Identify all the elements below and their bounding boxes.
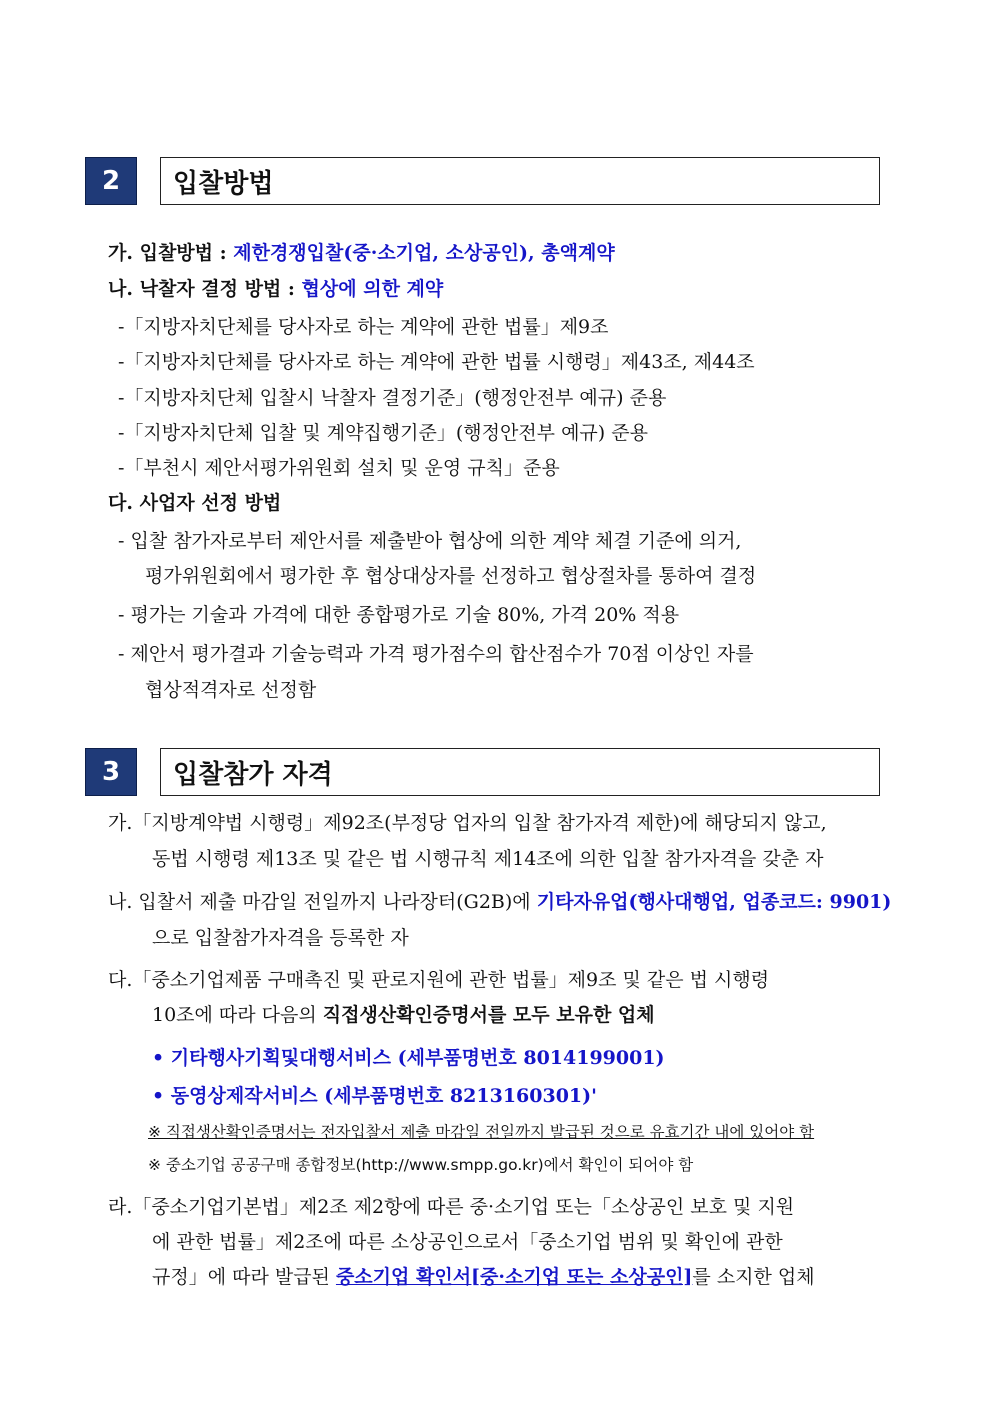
selection-item-1-line2: 평가위원회에서 평가한 후 협상대상자를 선정하고 협상절차를 통하여 결정	[145, 565, 757, 587]
qualification-ga-line2: 동법 시행령 제13조 및 같은 법 시행규칙 제14조에 의한 입찰 참가자격을 갖춘 자	[152, 848, 824, 870]
qualification-ra-line3	[152, 1268, 815, 1287]
qualification-da-line2	[152, 1006, 655, 1025]
legal-basis-item: -「지방자치단체 입찰시 낙찰자 결정기준」(행정안전부 예규) 준용	[118, 387, 667, 409]
selection-item-2: - 평가는 기술과 가격에 대한 종합평가로 기술 80%, 가격 20% 적용	[118, 604, 680, 626]
certificate-bullet: • 기타행사기획및대행서비스 (세부품명번호 8014199001)	[152, 1047, 665, 1069]
certificate-bullet: • 동영상제작서비스 (세부품명번호 8213160301)'	[152, 1085, 597, 1107]
qualification-da-text: 10조에 따라 다음의	[152, 1004, 323, 1026]
selection-item-1-line1: - 입찰 참가자로부터 제안서를 제출받아 협상에 의한 계약 체결 기준에 의거,	[118, 530, 742, 552]
legal-basis-item: -「지방자치단체를 당사자로 하는 계약에 관한 법률」제9조	[118, 316, 609, 338]
sme-certificate-highlight: 중소기업 확인서[중·소기업 또는 소상공인]	[335, 1266, 693, 1288]
legal-basis-item: -「지방자치단체를 당사자로 하는 계약에 관한 법률 시행령」제43조, 제44조	[118, 351, 755, 373]
selection-item-3-line1: - 제안서 평가결과 기술능력과 가격 평가점수의 합산점수가 70점 이상인 자를	[118, 643, 754, 665]
note-verification-site: ※ 중소기업 공공구매 종합정보(http://www.smpp.go.kr)에서 확인이 되어야 함	[148, 1156, 694, 1174]
qualification-na-line2: 으로 입찰참가자격을 등록한 자	[152, 927, 409, 949]
qualification-ra-text: 규정」에 따라 발급된	[152, 1266, 336, 1288]
qualification-na-line1	[108, 893, 891, 912]
section-title: 입찰방법	[160, 157, 880, 205]
legal-basis-item: -「부천시 제안서평가위원회 설치 및 운영 규칙」준용	[118, 457, 560, 479]
bid-method-value: 제한경쟁입찰(중·소기업, 소상공인), 총액계약	[233, 242, 615, 264]
section-number: 2	[85, 157, 137, 205]
award-method-value: 협상에 의한 계약	[301, 278, 444, 300]
selection-item-3-line2: 협상적격자로 선정함	[145, 679, 317, 701]
qualification-ra-suffix: 를 소지한 업체	[692, 1266, 815, 1288]
selection-method-heading: 다. 사업자 선정 방법	[108, 492, 282, 514]
award-method-label: 나. 낙찰자 결정 방법 :	[108, 278, 302, 300]
bid-method-line	[108, 244, 615, 263]
qualification-ra-line2: 에 관한 법률」제2조에 따른 소상공인으로서「중소기업 범위 및 확인에 관한	[152, 1231, 783, 1253]
bid-method-label: 가. 입찰방법 :	[108, 242, 234, 264]
note-certificate-validity: ※ 직접생산확인증명서는 전자입찰서 제출 마감일 전일까지 발급된 것으로 유효기간 내에 있어야 함	[148, 1123, 815, 1141]
business-type-highlight: 기타자유업(행사대행업, 업종코드: 9901)	[536, 891, 892, 913]
award-method-line	[108, 280, 443, 299]
qualification-ga-line1: 가.「지방계약법 시행령」제92조(부정당 업자의 입찰 참가자격 제한)에 해당되지 않고,	[108, 812, 827, 834]
section-title: 입찰참가 자격	[160, 748, 880, 796]
legal-basis-item: -「지방자치단체 입찰 및 계약집행기준」(행정안전부 예규) 준용	[118, 422, 648, 444]
qualification-da-line1: 다.「중소기업제품 구매촉진 및 판로지원에 관한 법률」제9조 및 같은 법 시행령	[108, 969, 770, 991]
section-3-header	[85, 748, 880, 796]
section-2-header	[85, 157, 880, 205]
qualification-ra-line1: 라.「중소기업기본법」제2조 제2항에 따른 중·소기업 또는「소상공인 보호 및 지원	[108, 1196, 795, 1218]
section-number: 3	[85, 748, 137, 796]
certificate-requirement: 직접생산확인증명서를 모두 보유한 업체	[322, 1004, 655, 1026]
qualification-na-text: 나. 입찰서 제출 마감일 전일까지 나라장터(G2B)에	[108, 891, 537, 913]
